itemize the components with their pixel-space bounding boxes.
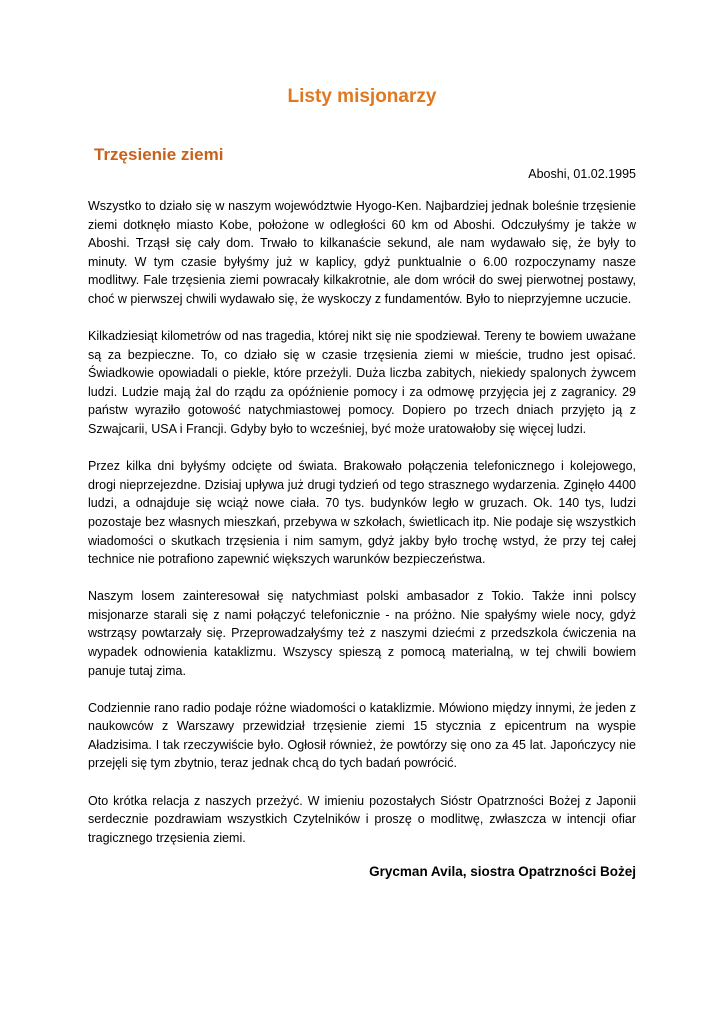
signature: Grycman Avila, siostra Opatrzności Bożej [369,864,636,879]
article-body [88,197,636,866]
paragraph: Codziennie rano radio podaje różne wiadomości o kataklizmie. Mówiono między innymi, że jeden z naukowców z Warszawy przewidział trzęsienie ziemi 15 stycznia z epicentrum na wyspie Aładzisima. I tak rzeczywiście było. Ogłosił również, że powtórzy się ono za 45 lat. Japończycy nie przejęli się tym zbytnio, teraz jednak chcą do tych badań powrócić. [88,700,636,771]
paragraph: Naszym losem zainteresował się natychmiast polski ambasador z Tokio. Także inni polscy misjonarze starali się z nami połączyć telefonicznie - na próżno. Nie spałyśmy wiele nocy, gdyż wstrząsy powtarzały się. Przeprowadzałyśmy też z naszymi dziećmi z przedszkola ćwiczenia na wypadek odnowienia kataklizmu. Wszyscy spieszą z pomocą materialną, w tej chwili bowiem panuje tutaj zima. [88,589,636,678]
paragraph: Oto krótka relacja z naszych przeżyć. W imieniu pozostałych Sióstr Opatrzności Bożej z Japonii serdecznie pozdrawiam wszystkich Czytelników i proszę o modlitwę, zwłaszcza w intencji ofiar tragicznego trzęsienia ziemi. [88,793,636,845]
paragraph: Wszystko to działo się w naszym województwie Hyogo-Ken. Najbardziej jednak boleśnie trzęsienie ziemi dotknęło miasto Kobe, położone w odległości 60 km od Aboshi. Odczułyśmy je także w Aboshi. Trząsł się cały dom. Trwało to kilkanaście sekund, ale nam wydawało się, że były to minuty. W tym czasie byłyśmy już w kaplicy, gdyż punktualnie o 6.00 rozpoczynamy nasze modlitwy. Fale trzęsienia ziemi powracały kilkakrotnie, ale dom wrócił do swej pierwotnej postawy, choć w pierwszej chwili wydawało się, że wyskoczy z fundamentów. Było to nieprzyjemne uczucie. [88,199,636,306]
paragraph: Kilkadziesiąt kilometrów od nas tragedia, której nikt się nie spodziewał. Tereny te bowiem uważane są za bezpieczne. To, co działo się w czasie trzęsienia ziemi w mieście, trudno jest opisać. Świadkowie opowiadali o piekle, które przeżyli. Duża liczba zabitych, niekiedy spalonych żywcem ludzi. Ludzie mają żal do rządu za opóźnienie pomocy i za odmowę przyjęcia jej z zagranicy. 29 państw wyraziło gotowość natychmiastowej pomocy. Dopiero po trzech dniach przyjęto ją z Szwajcarii, USA i Francji. Gdyby było to wcześniej, być może uratowałoby się więcej ludzi. [88,329,636,437]
place-date: Aboshi, 01.02.1995 [528,167,636,181]
paragraph: Przez kilka dni byłyśmy odcięte od świata. Brakowało połączenia telefonicznego i kolejowego, drogi nieprzejezdne. Dzisiaj upływa już drugi tydzień od tego strasznego wydarzenia. Zginęło 4400 ludzi, a odnajduje się wciąż nowe ciała. 70 tys. budynków legło w gruzach. Ok. 140 tys, ludzi pozostaje bez własnych mieszkań, przebywa w szkołach, świetlicach itp. Nie podaje się wszystkich wiadomości o skutkach trzęsienia i nim samym, gdyż jakby było trochę wstyd, że przy tej całej technice nie potrafiono zapewnić większych warunków bezpieczeństwa. [88,459,636,567]
article-title: Trzęsienie ziemi [94,145,224,164]
page-title: Listy misjonarzy [287,86,437,107]
